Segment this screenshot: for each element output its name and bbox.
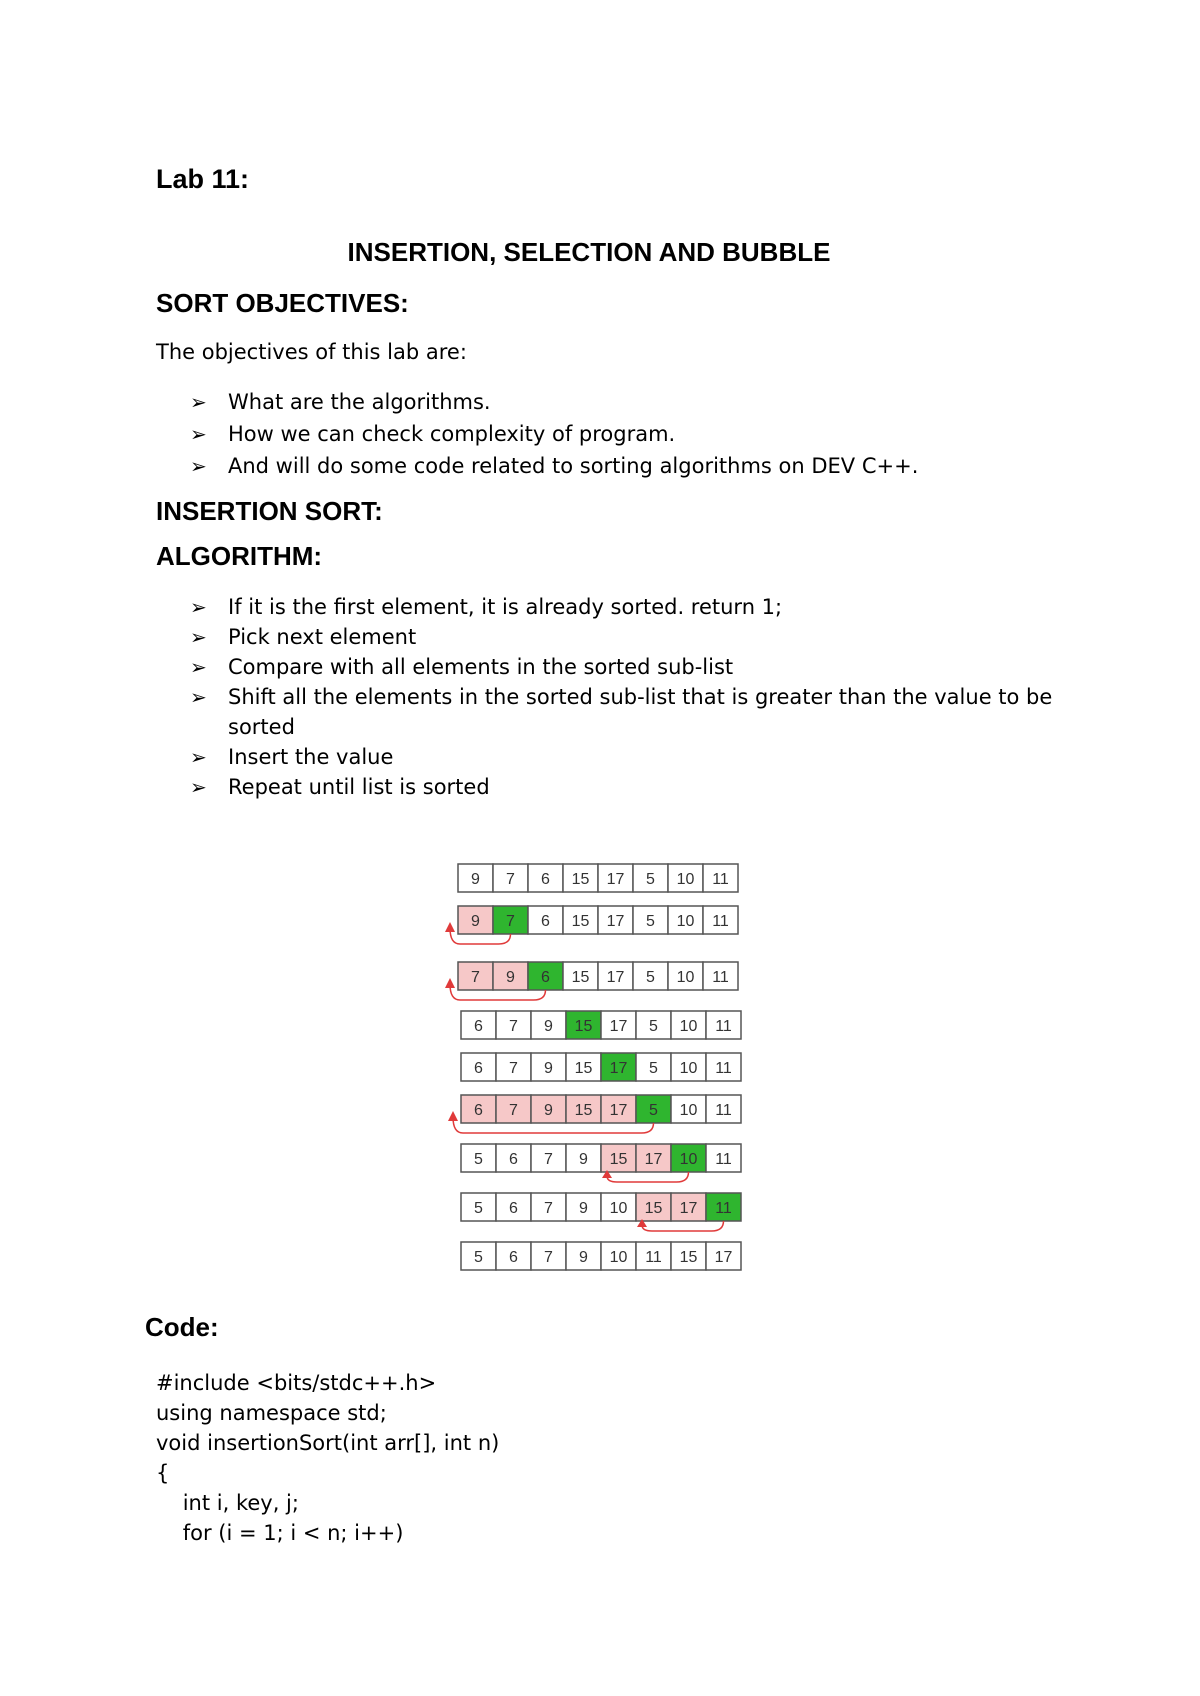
objectives-heading: SORT OBJECTIVES:: [156, 288, 409, 318]
list-item: [190, 772, 1070, 802]
array-cell-value: 17: [714, 1249, 733, 1266]
algorithm-step-text: Insert the value: [228, 745, 394, 769]
objective-text: What are the algorithms.: [228, 390, 491, 414]
array-cell-value: 10: [676, 871, 695, 888]
array-cell-value: 15: [644, 1200, 663, 1217]
code-line: using namespace std;: [156, 1401, 387, 1425]
array-cell-value: 17: [644, 1151, 663, 1168]
array-cell-value: 11: [715, 1200, 732, 1217]
algorithm-heading: ALGORITHM:: [156, 541, 323, 571]
objectives-list: [190, 386, 1070, 482]
array-cell-value: 9: [506, 969, 515, 986]
diagram-row: [461, 1011, 741, 1039]
array-cell-value: 5: [646, 913, 655, 930]
array-cell-value: 10: [679, 1060, 698, 1077]
array-cell-value: 17: [609, 1060, 628, 1077]
array-cell-value: 11: [715, 1151, 732, 1168]
algorithm-step-text: Shift all the elements in the sorted sub-list that is greater than the value to be sorted: [228, 685, 1053, 739]
array-cell-value: 7: [509, 1060, 518, 1077]
objectives-intro: The objectives of this lab are:: [156, 340, 467, 364]
list-item: [190, 622, 1070, 652]
array-cell-value: 15: [679, 1249, 698, 1266]
diagram-row: [458, 864, 738, 892]
array-cell-value: 5: [474, 1151, 483, 1168]
list-item: [190, 742, 1070, 772]
diagram-row: [461, 1053, 741, 1081]
array-cell-value: 11: [715, 1018, 732, 1035]
arrow-bullet-icon: ➢: [190, 775, 207, 799]
array-cell-value: 9: [544, 1018, 553, 1035]
array-cell-value: 10: [679, 1102, 698, 1119]
array-cell-value: 15: [574, 1060, 593, 1077]
list-item: [190, 450, 1070, 482]
array-cell-value: 6: [509, 1200, 518, 1217]
array-cell-value: 7: [544, 1151, 553, 1168]
array-cell-value: 11: [712, 969, 729, 986]
array-cell-value: 10: [676, 969, 695, 986]
array-cell-value: 9: [544, 1102, 553, 1119]
arrow-bullet-icon: ➢: [190, 422, 207, 446]
array-cell-value: 9: [471, 913, 480, 930]
list-item: [190, 682, 1070, 742]
objective-text: And will do some code related to sorting algorithms on DEV C++.: [228, 454, 919, 478]
array-cell-value: 10: [609, 1200, 628, 1217]
arrow-bullet-icon: ➢: [190, 655, 207, 679]
algorithm-list: [190, 592, 1070, 802]
code-line: for (i = 1; i < n; i++): [156, 1521, 404, 1545]
array-cell-value: 6: [541, 969, 550, 986]
array-cell-value: 15: [571, 913, 590, 930]
array-cell-value: 11: [715, 1060, 732, 1077]
array-cell-value: 9: [579, 1151, 588, 1168]
array-cell-value: 5: [649, 1102, 658, 1119]
diagram-row: [445, 906, 738, 944]
array-cell-value: 17: [609, 1018, 628, 1035]
code-line: {: [156, 1461, 170, 1485]
arrow-bullet-icon: ➢: [190, 595, 207, 619]
algorithm-step-text: Compare with all elements in the sorted sub-list: [228, 655, 734, 679]
arrow-bullet-icon: ➢: [190, 685, 207, 709]
array-cell-value: 10: [609, 1249, 628, 1266]
array-cell-value: 10: [676, 913, 695, 930]
arrow-head-icon: [448, 1111, 458, 1121]
array-cell-value: 6: [474, 1060, 483, 1077]
array-cell-value: 10: [679, 1151, 698, 1168]
array-cell-value: 6: [509, 1249, 518, 1266]
array-cell-value: 6: [474, 1018, 483, 1035]
array-cell-value: 17: [606, 913, 625, 930]
array-cell-value: 5: [649, 1018, 658, 1035]
algorithm-step-text: If it is the first element, it is already sorted. return 1;: [228, 595, 783, 619]
array-cell-value: 7: [471, 969, 480, 986]
algorithm-step-text: Repeat until list is sorted: [228, 775, 490, 799]
arrow-head-icon: [445, 978, 455, 988]
list-item: [190, 652, 1070, 682]
array-cell-value: 10: [679, 1018, 698, 1035]
diagram-row: [445, 962, 738, 1000]
array-cell-value: 17: [606, 871, 625, 888]
array-cell-value: 15: [609, 1151, 628, 1168]
array-cell-value: 9: [544, 1060, 553, 1077]
insertion-sort-heading: INSERTION SORT:: [156, 496, 383, 526]
array-cell-value: 6: [541, 913, 550, 930]
array-cell-value: 5: [646, 969, 655, 986]
array-cell-value: 17: [606, 969, 625, 986]
diagram-row: [461, 1193, 741, 1231]
array-cell-value: 5: [474, 1249, 483, 1266]
arrow-bullet-icon: ➢: [190, 625, 207, 649]
array-cell-value: 5: [649, 1060, 658, 1077]
array-cell-value: 11: [645, 1249, 662, 1266]
code-line: #include <bits/stdc++.h>: [156, 1371, 437, 1395]
array-cell-value: 7: [506, 913, 515, 930]
insertion-sort-diagram: [430, 856, 750, 1276]
array-cell-value: 7: [509, 1102, 518, 1119]
list-item: [190, 386, 1070, 418]
diagram-row: [461, 1242, 741, 1270]
array-cell-value: 17: [679, 1200, 698, 1217]
diagram-row: [448, 1095, 741, 1133]
array-cell-value: 6: [541, 871, 550, 888]
array-cell-value: 11: [712, 913, 729, 930]
code-block: [156, 1368, 499, 1548]
array-cell-value: 9: [579, 1200, 588, 1217]
code-heading: Code:: [145, 1312, 219, 1342]
array-cell-value: 6: [509, 1151, 518, 1168]
arrow-bullet-icon: ➢: [190, 454, 207, 478]
objective-text: How we can check complexity of program.: [228, 422, 676, 446]
list-item: [190, 418, 1070, 450]
array-cell-value: 7: [544, 1249, 553, 1266]
array-cell-value: 9: [579, 1249, 588, 1266]
list-item: [190, 592, 1070, 622]
array-cell-value: 5: [474, 1200, 483, 1217]
array-cell-value: 9: [471, 871, 480, 888]
array-cell-value: 15: [574, 1102, 593, 1119]
array-cell-value: 17: [609, 1102, 628, 1119]
arrow-bullet-icon: ➢: [190, 745, 207, 769]
array-cell-value: 7: [506, 871, 515, 888]
arrow-bullet-icon: ➢: [190, 390, 207, 414]
main-title: INSERTION, SELECTION AND BUBBLE: [347, 237, 831, 267]
shift-arrow: [642, 1221, 724, 1231]
shift-arrow: [607, 1172, 689, 1182]
array-cell-value: 11: [712, 871, 729, 888]
algorithm-step-text: Pick next element: [228, 625, 417, 649]
code-line: void insertionSort(int arr[], int n): [156, 1431, 500, 1455]
arrow-head-icon: [445, 922, 455, 932]
array-cell-value: 15: [571, 969, 590, 986]
array-cell-value: 5: [646, 871, 655, 888]
array-cell-value: 7: [544, 1200, 553, 1217]
array-cell-value: 7: [509, 1018, 518, 1035]
lab-title: Lab 11:: [156, 164, 250, 194]
array-cell-value: 6: [474, 1102, 483, 1119]
array-cell-value: 15: [574, 1018, 593, 1035]
array-cell-value: 15: [571, 871, 590, 888]
diagram-row: [461, 1144, 741, 1182]
array-cell-value: 11: [715, 1102, 732, 1119]
code-line: int i, key, j;: [156, 1491, 299, 1515]
